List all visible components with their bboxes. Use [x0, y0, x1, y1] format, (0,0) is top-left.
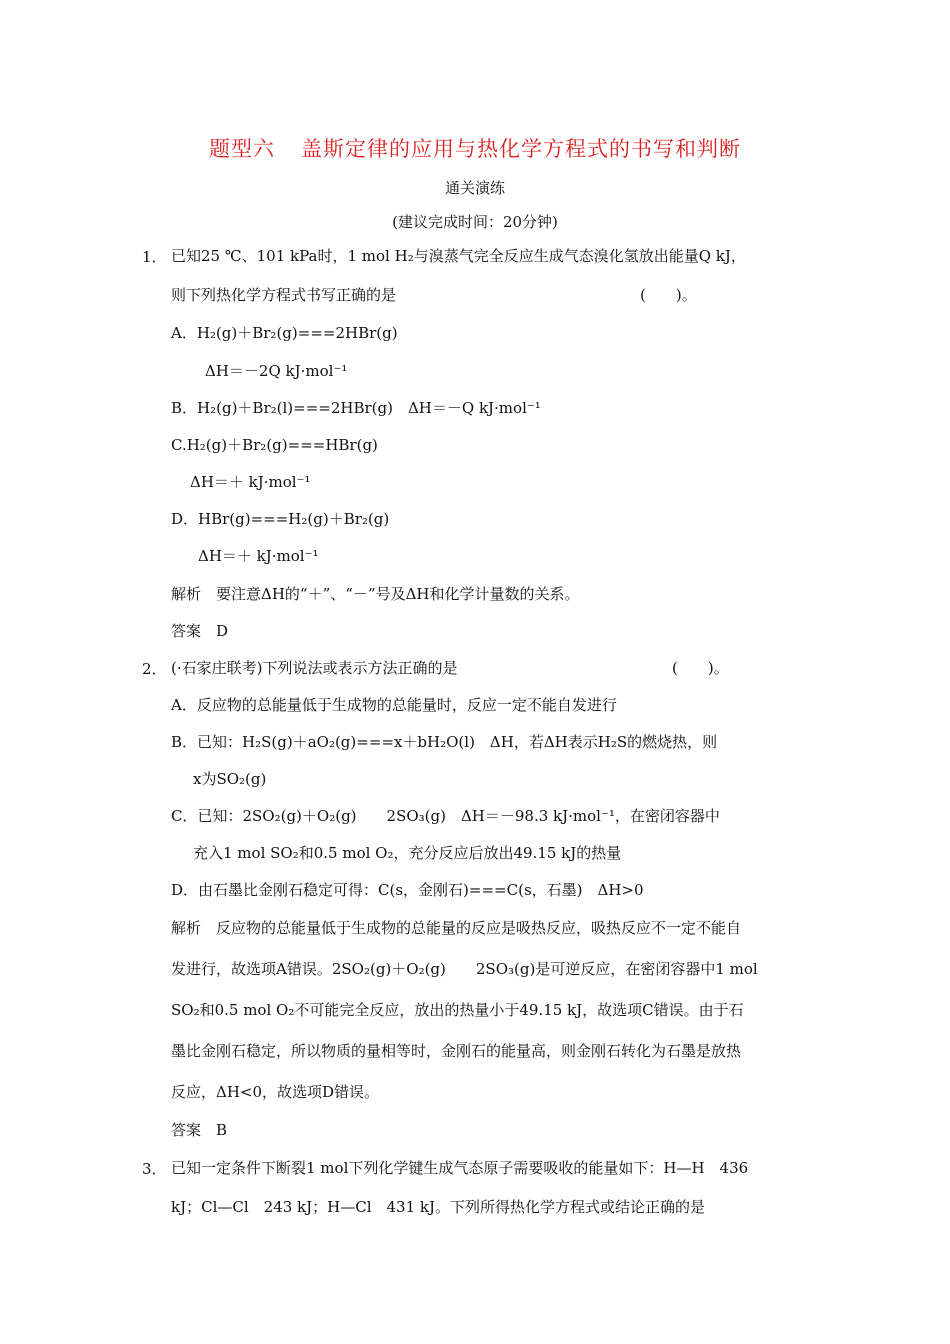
q2-analysis-line3: SO₂和0.5 mol O₂不可能完全反应，放出的热量小于49.15 kJ，故选项C错误。由于石: [171, 1001, 744, 1019]
q1-option-c-enthalpy: ΔH＝＋ kJ·mol⁻¹: [190, 473, 311, 491]
question-1-number: 1．: [142, 248, 167, 266]
question-2-number: 2．: [142, 660, 167, 678]
q1-option-c: C.H₂(g)＋Br₂(g)===HBr(g): [171, 436, 378, 454]
subtitle: 通关演练: [444, 179, 505, 197]
q2-option-b: B．已知：H₂S(g)＋aO₂(g)===x＋bH₂O(l) ΔH，若ΔH表示H₂S的燃烧热，则: [171, 733, 718, 751]
question-1-line1: 已知25 ℃、101 kPa时，1 mol H₂与溴蒸气完全反应生成气态溴化氢放出能量Q kJ，: [171, 247, 746, 265]
q2-analysis-line1: 解析 反应物的总能量低于生成物的总能量的反应是吸热反应，吸热反应不一定不能自: [171, 919, 742, 937]
q2-option-d: D．由石墨比金刚石稳定可得：C(s，金刚石)===C(s，石墨) ΔH>0: [171, 881, 644, 899]
q1-answer: 答案 D: [171, 622, 229, 640]
q1-option-d-enthalpy: ΔH＝＋ kJ·mol⁻¹: [198, 547, 319, 565]
q2-option-a: A．反应物的总能量低于生成物的总能量时，反应一定不能自发进行: [171, 696, 617, 714]
q1-option-b: B．H₂(g)＋Br₂(l)===2HBr(g) ΔH＝－Q kJ·mol⁻¹: [171, 399, 541, 417]
question-1-bracket: ( )。: [640, 286, 697, 304]
q2-answer: 答案 B: [171, 1121, 228, 1139]
page-title: [0, 133, 950, 163]
question-3-line2: kJ；Cl—Cl 243 kJ；H—Cl 431 kJ。下列所得热化学方程式或结论正确的是: [171, 1198, 706, 1216]
title-part2: 盖斯定律的应用与热化学方程式的书写和判断: [301, 137, 741, 161]
time-note: (建议完成时间：20分钟): [392, 213, 558, 231]
q2-analysis-line2: 发进行，故选项A错误。2SO₂(g)＋O₂(g) 2SO₃(g)是可逆反应，在密闭容器中1 mol: [171, 960, 758, 978]
q1-option-a: A．H₂(g)＋Br₂(g)===2HBr(g): [171, 324, 398, 342]
question-1-line2: 则下列热化学方程式书写正确的是: [171, 286, 397, 304]
question-3-number: 3．: [142, 1160, 167, 1178]
question-2-line1: (·石家庄联考)下列说法或表示方法正确的是: [171, 659, 458, 677]
q2-analysis-line4: 墨比金刚石稳定，所以物质的量相等时，金刚石的能量高，则金刚石转化为石墨是放热: [171, 1042, 742, 1060]
question-3-line1: 已知一定条件下断裂1 mol下列化学键生成气态原子需要吸收的能量如下：H—H 436: [171, 1159, 749, 1177]
question-2-bracket: ( )。: [672, 659, 729, 677]
q2-analysis-line5: 反应，ΔH<0，故选项D错误。: [171, 1083, 380, 1101]
q1-option-a-enthalpy: ΔH＝－2Q kJ·mol⁻¹: [205, 362, 348, 380]
title-part1: 题型六: [209, 137, 275, 161]
q2-option-c-cont: 充入1 mol SO₂和0.5 mol O₂，充分反应后放出49.15 kJ的热量: [193, 844, 622, 862]
q2-option-c: C．已知：2SO₂(g)＋O₂(g) 2SO₃(g) ΔH＝－98.3 kJ·mol⁻¹，在密闭容器中: [171, 807, 720, 825]
q1-option-d: D．HBr(g)===H₂(g)＋Br₂(g): [171, 510, 390, 528]
q2-option-b-cont: x为SO₂(g): [193, 770, 267, 788]
q1-analysis: 解析 要注意ΔH的“＋”、“－”号及ΔH和化学计量数的关系。: [171, 585, 580, 603]
